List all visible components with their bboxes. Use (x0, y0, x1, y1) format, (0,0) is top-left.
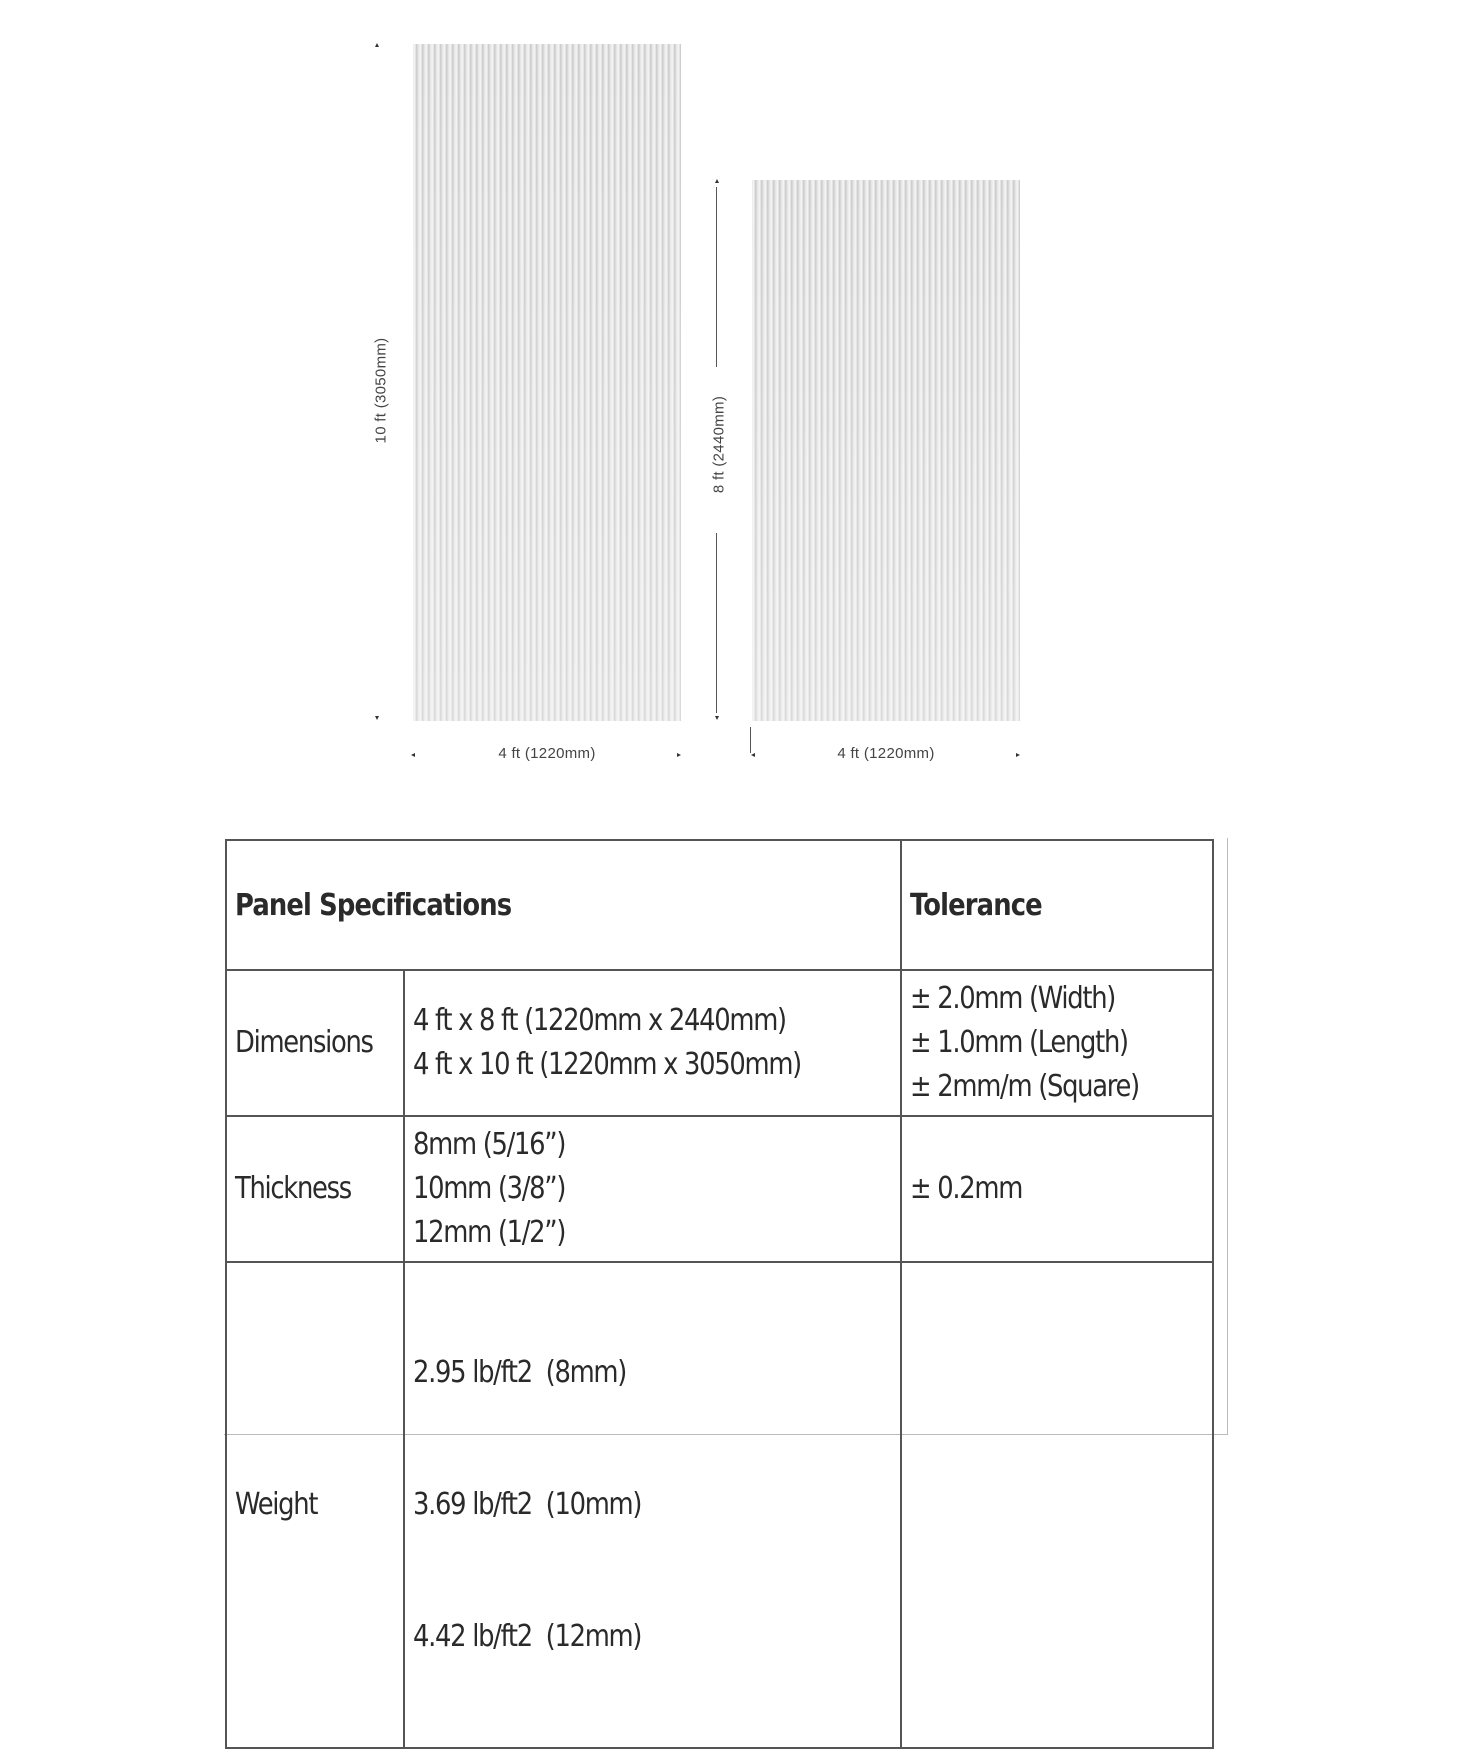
tolerance-line: ± 2.0mm (Width) (910, 981, 1116, 1016)
weight-values (404, 1262, 901, 1748)
height-dimension-line (716, 187, 717, 367)
value-line: 4.42 lb/ft2 (12mm) (413, 1619, 642, 1654)
tolerance-header: Tolerance (901, 840, 1213, 970)
value-line: 4 ft x 8 ft (1220mm x 2440mm) (413, 1003, 786, 1038)
small-panel-height-label: 8 ft (2440mm) (710, 395, 728, 494)
value-line: 10mm (3/8”) (413, 1171, 566, 1206)
value-line: 2.95 lb/ft2 (8mm) (413, 1355, 627, 1390)
width-arrow-right (677, 753, 681, 757)
value-line: 12mm (1/2”) (413, 1215, 566, 1250)
dimensions-values (404, 970, 901, 1116)
table-row (226, 970, 1213, 1116)
tolerance-line: ± 1.0mm (Length) (910, 1025, 1128, 1060)
large-panel-width-label: 4 ft (1220mm) (498, 745, 596, 762)
table-row (226, 1116, 1213, 1262)
row-label-dimensions: Dimensions (226, 970, 404, 1116)
width-arrow-right (1016, 753, 1020, 757)
height-dimension-line (716, 533, 717, 713)
dimensions-tolerance (901, 970, 1213, 1116)
height-arrow-top (715, 179, 719, 183)
thickness-values (404, 1116, 901, 1262)
small-panel (752, 180, 1020, 721)
large-panel-height-label: 10 ft (3050mm) (372, 337, 390, 444)
weight-tolerance (901, 1262, 1213, 1748)
small-panel-width-label: 4 ft (1220mm) (837, 745, 935, 762)
tolerance-line: ± 0.2mm (910, 1171, 1023, 1206)
value-line: 4 ft x 10 ft (1220mm x 3050mm) (413, 1047, 802, 1082)
height-arrow-bottom (715, 716, 719, 720)
height-arrow-bottom (375, 716, 379, 720)
row-label-thickness: Thickness (226, 1116, 404, 1262)
large-panel (413, 44, 681, 721)
thickness-tolerance (901, 1116, 1213, 1262)
width-extension-line (750, 727, 751, 753)
height-arrow-top (375, 43, 379, 47)
tolerance-line: ± 2mm/m (Square) (910, 1069, 1139, 1104)
value-line: 3.69 lb/ft2 (10mm) (413, 1487, 642, 1522)
table-row (226, 1262, 1213, 1748)
row-label-weight: Weight (226, 1262, 404, 1748)
panel-specifications-table (225, 839, 1214, 1749)
panel-specifications-header: Panel Specifications (226, 840, 901, 970)
value-line: 8mm (5/16”) (413, 1127, 566, 1162)
table-header-row (226, 840, 1213, 970)
